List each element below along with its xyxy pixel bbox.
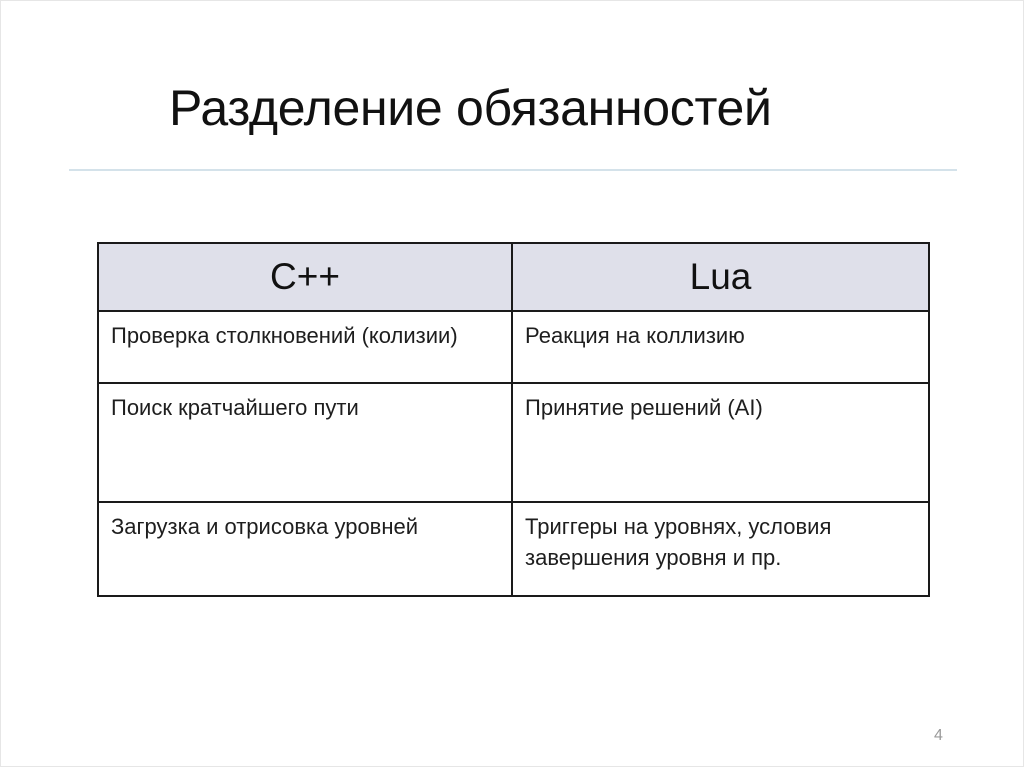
- table-cell-cpp: Поиск кратчайшего пути: [98, 383, 512, 502]
- column-header-lua: Lua: [512, 243, 929, 311]
- table-row: [98, 311, 929, 383]
- table-cell-lua: Принятие решений (AI): [512, 383, 929, 502]
- table-cell-cpp: Проверка столкновений (колизии): [98, 311, 512, 383]
- responsibilities-table: [97, 242, 930, 597]
- table-header-row: [98, 243, 929, 311]
- slide-title: Разделение обязанностей: [169, 80, 772, 136]
- table-row: [98, 502, 929, 596]
- column-header-cpp: C++: [98, 243, 512, 311]
- table-cell-lua: Триггеры на уровнях, условия завершения уровня и пр.: [512, 502, 929, 596]
- table-cell-lua: Реакция на коллизию: [512, 311, 929, 383]
- table-cell-cpp: Загрузка и отрисовка уровней: [98, 502, 512, 596]
- table-row: [98, 383, 929, 502]
- page-number: 4: [934, 727, 943, 744]
- title-divider: [69, 169, 957, 171]
